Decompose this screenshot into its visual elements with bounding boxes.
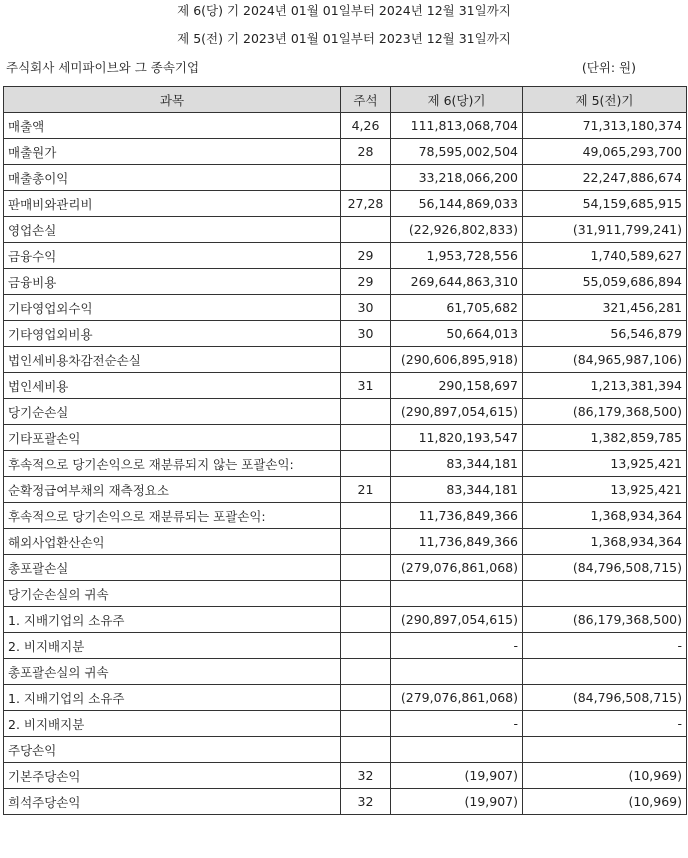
current-amount-cell xyxy=(391,581,523,607)
table-row xyxy=(4,113,687,139)
current-amount-cell: (290,606,895,918) xyxy=(391,347,523,373)
table-row xyxy=(4,321,687,347)
note-cell xyxy=(341,633,391,659)
account-name-cell: 법인세비용 xyxy=(4,373,341,399)
current-amount-cell: (279,076,861,068) xyxy=(391,685,523,711)
prior-amount-cell: - xyxy=(523,711,687,737)
prior-amount-cell: (84,796,508,715) xyxy=(523,685,687,711)
account-name-cell: 총포괄손실 xyxy=(4,555,341,581)
prior-amount-cell: 1,368,934,364 xyxy=(523,503,687,529)
company-name: 주식회사 세미파이브와 그 종속기업 xyxy=(6,60,200,75)
prior-amount-cell: 49,065,293,700 xyxy=(523,139,687,165)
note-cell: 31 xyxy=(341,373,391,399)
account-name-cell: 금융비용 xyxy=(4,269,341,295)
account-name-cell: 주당손익 xyxy=(4,737,341,763)
current-amount-cell: 83,344,181 xyxy=(391,451,523,477)
account-name-cell: 2. 비지배지분 xyxy=(4,711,341,737)
account-name-cell: 기타영업외비용 xyxy=(4,321,341,347)
account-name-cell: 순확정급여부채의 재측정요소 xyxy=(4,477,341,503)
income-statement-table xyxy=(3,86,687,815)
current-amount-cell: 290,158,697 xyxy=(391,373,523,399)
table-row xyxy=(4,139,687,165)
prior-amount-cell xyxy=(523,737,687,763)
prior-amount-cell: (31,911,799,241) xyxy=(523,217,687,243)
table-row xyxy=(4,477,687,503)
current-amount-cell: (290,897,054,615) xyxy=(391,607,523,633)
account-name-cell: 1. 지배기업의 소유주 xyxy=(4,685,341,711)
note-cell: 21 xyxy=(341,477,391,503)
note-cell xyxy=(341,529,391,555)
current-amount-cell: 11,820,193,547 xyxy=(391,425,523,451)
note-cell: 27,28 xyxy=(341,191,391,217)
account-name-cell: 매출원가 xyxy=(4,139,341,165)
note-cell xyxy=(341,217,391,243)
current-amount-cell: 1,953,728,556 xyxy=(391,243,523,269)
prior-amount-cell: 13,925,421 xyxy=(523,477,687,503)
prior-amount-cell: (10,969) xyxy=(523,789,687,815)
note-cell xyxy=(341,581,391,607)
note-cell xyxy=(341,737,391,763)
current-amount-cell: - xyxy=(391,633,523,659)
account-name-cell: 기타영업외수익 xyxy=(4,295,341,321)
table-row xyxy=(4,789,687,815)
table-row xyxy=(4,425,687,451)
column-header-account: 과목 xyxy=(4,87,341,113)
prior-amount-cell: (86,179,368,500) xyxy=(523,607,687,633)
table-row xyxy=(4,659,687,685)
prior-amount-cell: 1,213,381,394 xyxy=(523,373,687,399)
prior-amount-cell: 321,456,281 xyxy=(523,295,687,321)
account-name-cell: 판매비와관리비 xyxy=(4,191,341,217)
prior-amount-cell: (10,969) xyxy=(523,763,687,789)
current-amount-cell: 11,736,849,366 xyxy=(391,503,523,529)
table-row xyxy=(4,399,687,425)
account-name-cell: 매출총이익 xyxy=(4,165,341,191)
note-cell xyxy=(341,607,391,633)
note-cell: 30 xyxy=(341,321,391,347)
current-amount-cell: 61,705,682 xyxy=(391,295,523,321)
note-cell: 32 xyxy=(341,763,391,789)
account-name-cell: 1. 지배기업의 소유주 xyxy=(4,607,341,633)
account-name-cell: 매출액 xyxy=(4,113,341,139)
table-row xyxy=(4,555,687,581)
note-cell xyxy=(341,555,391,581)
current-amount-cell: (19,907) xyxy=(391,763,523,789)
account-name-cell: 당기순손실의 귀속 xyxy=(4,581,341,607)
note-cell xyxy=(341,347,391,373)
table-row xyxy=(4,295,687,321)
current-amount-cell: 111,813,068,704 xyxy=(391,113,523,139)
current-amount-cell: 78,595,002,504 xyxy=(391,139,523,165)
table-row xyxy=(4,165,687,191)
current-amount-cell: 33,218,066,200 xyxy=(391,165,523,191)
note-cell xyxy=(341,451,391,477)
prior-amount-cell: 56,546,879 xyxy=(523,321,687,347)
current-amount-cell: 11,736,849,366 xyxy=(391,529,523,555)
unit-label: (단위: 원) xyxy=(581,60,636,75)
current-amount-cell: (19,907) xyxy=(391,789,523,815)
column-header-current: 제 6(당)기 xyxy=(391,87,523,113)
note-cell: 4,26 xyxy=(341,113,391,139)
account-name-cell: 총포괄손실의 귀속 xyxy=(4,659,341,685)
current-amount-cell: 269,644,863,310 xyxy=(391,269,523,295)
current-amount-cell: (279,076,861,068) xyxy=(391,555,523,581)
prior-amount-cell xyxy=(523,659,687,685)
note-cell: 29 xyxy=(341,243,391,269)
account-name-cell: 후속적으로 당기손익으로 재분류되지 않는 포괄손익: xyxy=(4,451,341,477)
prior-amount-cell: 22,247,886,674 xyxy=(523,165,687,191)
table-header-row xyxy=(4,87,687,113)
current-amount-cell: 50,664,013 xyxy=(391,321,523,347)
table-row xyxy=(4,373,687,399)
table-row xyxy=(4,737,687,763)
prior-amount-cell xyxy=(523,581,687,607)
prior-amount-cell: 55,059,686,894 xyxy=(523,269,687,295)
period-prior-line: 제 5(전) 기 2023년 01월 01일부터 2023년 12월 31일까지 xyxy=(177,31,511,46)
column-header-note: 주석 xyxy=(341,87,391,113)
current-amount-cell xyxy=(391,659,523,685)
table-row xyxy=(4,503,687,529)
prior-amount-cell: 1,368,934,364 xyxy=(523,529,687,555)
note-cell xyxy=(341,425,391,451)
prior-amount-cell: (86,179,368,500) xyxy=(523,399,687,425)
note-cell: 32 xyxy=(341,789,391,815)
current-amount-cell xyxy=(391,737,523,763)
account-name-cell: 금융수익 xyxy=(4,243,341,269)
account-name-cell: 해외사업환산손익 xyxy=(4,529,341,555)
period-current-line: 제 6(당) 기 2024년 01월 01일부터 2024년 12월 31일까지 xyxy=(177,3,511,18)
account-name-cell: 영업손실 xyxy=(4,217,341,243)
table-row xyxy=(4,269,687,295)
current-amount-cell: (290,897,054,615) xyxy=(391,399,523,425)
table-row xyxy=(4,243,687,269)
table-row xyxy=(4,347,687,373)
account-name-cell: 기본주당손익 xyxy=(4,763,341,789)
note-cell xyxy=(341,399,391,425)
note-cell: 30 xyxy=(341,295,391,321)
table-row xyxy=(4,711,687,737)
table-row xyxy=(4,581,687,607)
table-row xyxy=(4,217,687,243)
table-row xyxy=(4,191,687,217)
table-row xyxy=(4,633,687,659)
account-name-cell: 2. 비지배지분 xyxy=(4,633,341,659)
table-row xyxy=(4,451,687,477)
table-row xyxy=(4,529,687,555)
table-row xyxy=(4,763,687,789)
account-name-cell: 희석주당손익 xyxy=(4,789,341,815)
note-cell xyxy=(341,165,391,191)
prior-amount-cell: (84,796,508,715) xyxy=(523,555,687,581)
note-cell xyxy=(341,659,391,685)
prior-amount-cell: 1,382,859,785 xyxy=(523,425,687,451)
current-amount-cell: 83,344,181 xyxy=(391,477,523,503)
note-cell xyxy=(341,503,391,529)
prior-amount-cell: (84,965,987,106) xyxy=(523,347,687,373)
prior-amount-cell: 1,740,589,627 xyxy=(523,243,687,269)
account-name-cell: 후속적으로 당기손익으로 재분류되는 포괄손익: xyxy=(4,503,341,529)
current-amount-cell: (22,926,802,833) xyxy=(391,217,523,243)
table-body xyxy=(4,113,687,815)
current-amount-cell: - xyxy=(391,711,523,737)
account-name-cell: 당기순손실 xyxy=(4,399,341,425)
account-name-cell: 법인세비용차감전순손실 xyxy=(4,347,341,373)
prior-amount-cell: 71,313,180,374 xyxy=(523,113,687,139)
column-header-prior: 제 5(전)기 xyxy=(523,87,687,113)
note-cell: 29 xyxy=(341,269,391,295)
note-cell xyxy=(341,685,391,711)
prior-amount-cell: 13,925,421 xyxy=(523,451,687,477)
note-cell: 28 xyxy=(341,139,391,165)
table-row xyxy=(4,607,687,633)
account-name-cell: 기타포괄손익 xyxy=(4,425,341,451)
current-amount-cell: 56,144,869,033 xyxy=(391,191,523,217)
table-row xyxy=(4,685,687,711)
prior-amount-cell: 54,159,685,915 xyxy=(523,191,687,217)
note-cell xyxy=(341,711,391,737)
prior-amount-cell: - xyxy=(523,633,687,659)
